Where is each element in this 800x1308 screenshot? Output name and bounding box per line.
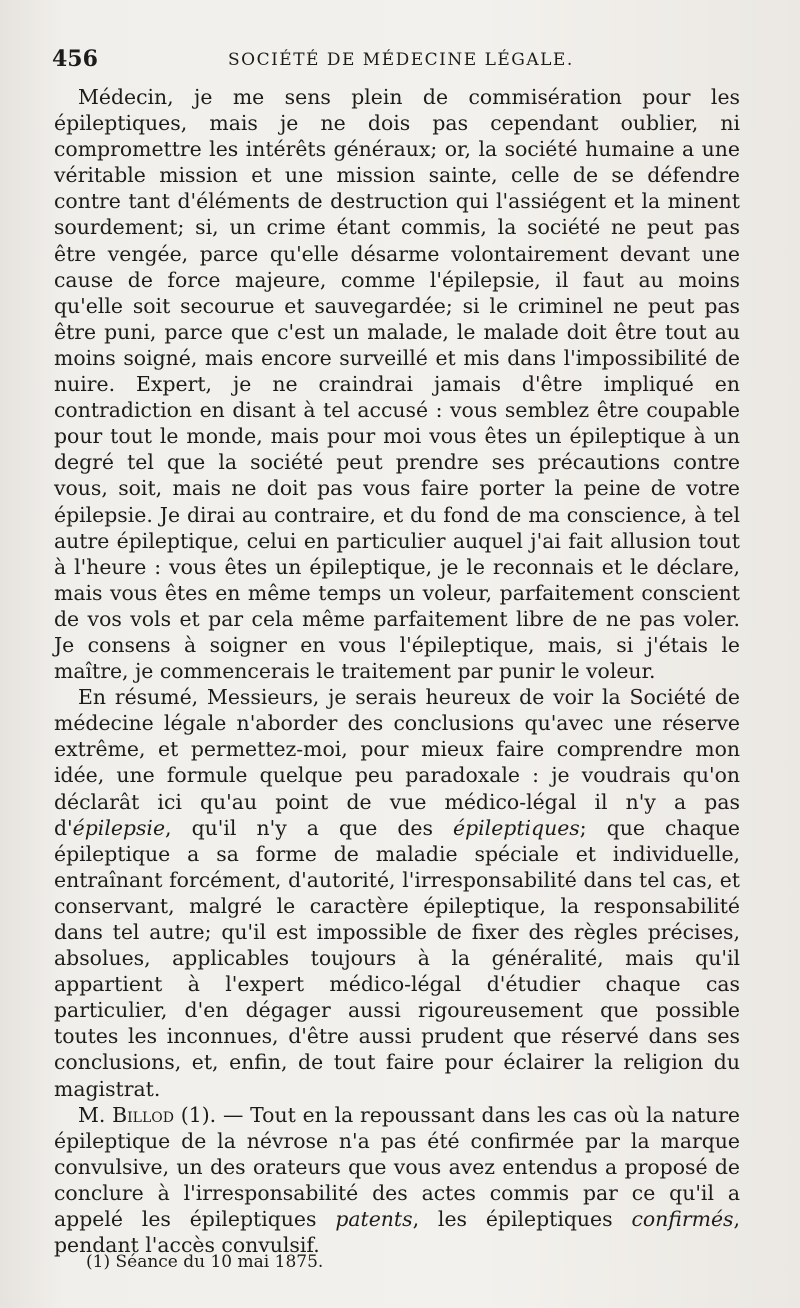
page-number: 456 xyxy=(52,46,98,72)
paragraph-3-text-c: , pendant l'accès convulsif. xyxy=(54,1207,740,1258)
paragraph-2-italic-b: épileptiques xyxy=(453,815,580,840)
footnote: (1) Séance du 10 mai 1875. xyxy=(86,1252,324,1272)
paragraph-3-text-b: , les épileptiques xyxy=(412,1207,632,1232)
paragraph-3-text-a: — Tout en la repoussant dans les cas où la nature épileptique de la névrose n'a pas été confirmée par la marque convulsive, un des orateurs que vous avez entendus a proposé de conclure à l'irresponsabilité des actes commis par ce qu'il a appelé les épileptiques xyxy=(54,1102,740,1232)
paragraph-3-italic-a: patents xyxy=(335,1207,413,1232)
paragraph-2-text-a: En résumé, Messieurs, je serais heureux de voir la Société de médecine légale n'aborder des conclusions qu'avec une réserve extrême, et permettez-moi, pour mieux faire comprendre mon idée, une formule quelque peu paradoxale : je voudrais qu'on déclarât ici qu'au point de vue médico-légal il n'y a pas d' xyxy=(54,685,740,840)
paragraph-2-text-b: , qu'il n'y a que des xyxy=(165,815,454,840)
page-header xyxy=(52,46,752,76)
paragraph-1 xyxy=(54,84,740,684)
paragraph-3-italic-b: confirmés xyxy=(631,1207,734,1232)
paragraph-2 xyxy=(54,684,740,1102)
footnote-ref: (1). xyxy=(173,1102,217,1127)
paragraph-3 xyxy=(54,1102,740,1259)
speaker-name: Billod xyxy=(112,1102,174,1127)
paragraph-2-text-c: ; que chaque épileptique a sa forme de maladie spéciale et individuelle, entraînant forcément, d'autorité, l'irresponsabilité dans tel cas, et conservant, malgré le caractère épileptique, la responsabilité dans tel autre; qu'il est impossible de fixer des règles précises, absolues, applicables toujours à la généralité, mais qu'il appartient à l'expert médico-légal d'étudier chaque cas particulier, d'en dégager aussi rigoureusement que possible toutes les inconnues, d'être aussi prudent que réservé dans ses conclusions, et, enfin, de tout faire pour éclairer la religion du magistrat. xyxy=(54,815,740,1101)
speaker-prefix: M. xyxy=(78,1102,113,1127)
body-text xyxy=(54,84,740,1258)
running-head: SOCIÉTÉ DE MÉDECINE LÉGALE. xyxy=(228,50,574,70)
paragraph-1-text: Médecin, je me sens plein de commisération pour les épileptiques, mais je ne dois pas cependant oublier, ni compromettre les intérêts généraux; or, la société humaine a une véritable mission et une mission sainte, celle de se défendre contre tant d'éléments de destruction qui l'assiégent et la minent sourdement; si, un crime étant commis, la société ne peut pas être vengée, parce qu'elle désarme volontairement devant une cause de force majeure, comme l'épilepsie, il faut au moins qu'elle soit secourue et sauvegardée; si le criminel ne peut pas être puni, parce que c'est un malade, le malade doit être tout au moins soigné, mais encore surveillé et mis dans l'impossibilité de nuire. Expert, je ne craindrai jamais d'être impliqué en contradiction en disant à tel accusé : vous semblez être coupable pour tout le monde, mais pour moi vous êtes un épileptique à un degré tel que la société peut prendre ses précautions contre vous, soit, mais ne doit pas vous faire porter la peine de votre épilepsie. Je dirai au contraire, et du fond de ma conscience, à tel autre épileptique, celui en particulier auquel j'ai fait allusion tout à l'heure : vous êtes un épileptique, je le reconnais et le déclare, mais vous êtes en même temps un voleur, parfaitement conscient de vos vols et par cela même parfaitement libre de ne pas voler. Je consens à soigner en vous l'épileptique, mais, si j'étais le maître, je commencerais le traitement par punir le voleur. xyxy=(54,85,740,684)
paragraph-2-italic-a: épilepsie xyxy=(72,815,166,840)
